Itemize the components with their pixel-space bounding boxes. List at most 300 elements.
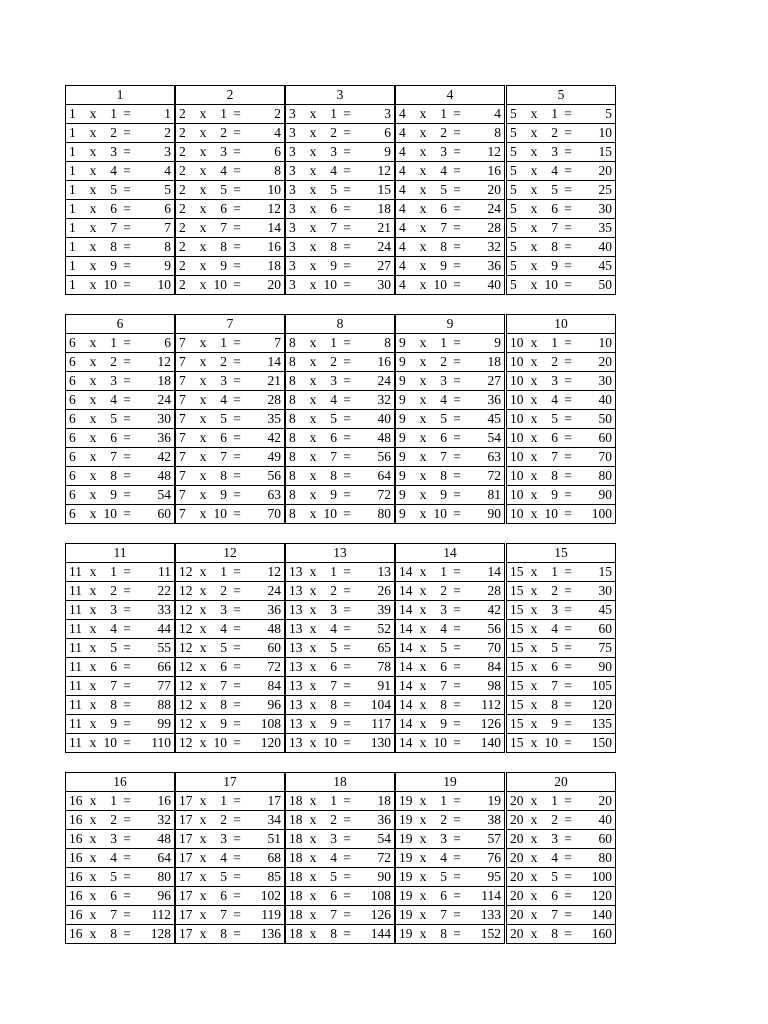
times-sign: x <box>419 468 427 484</box>
equation-cell <box>286 505 395 524</box>
times-sign: x <box>199 659 207 675</box>
times-sign: x <box>309 850 317 866</box>
product: 35 <box>598 220 612 236</box>
table-row <box>66 143 175 162</box>
times-sign: x <box>199 239 207 255</box>
equals-sign: = <box>564 487 572 503</box>
multiplicand: 12 <box>179 716 193 732</box>
table-header-row <box>396 315 505 334</box>
multiplier: 3 <box>440 373 447 389</box>
table-row <box>396 620 505 639</box>
multiplicand: 1 <box>69 258 76 274</box>
times-table-14 <box>395 543 505 753</box>
product: 54 <box>487 430 501 446</box>
table-header-row <box>176 86 285 105</box>
multiplier: 5 <box>220 182 227 198</box>
table-header-row <box>396 773 505 792</box>
table-row <box>286 868 395 887</box>
times-sign: x <box>199 163 207 179</box>
equation-cell <box>176 696 285 715</box>
equation-cell <box>396 391 505 410</box>
times-sign: x <box>199 697 207 713</box>
multiplier: 7 <box>551 220 558 236</box>
multiplier: 5 <box>440 411 447 427</box>
equation-cell <box>286 677 395 696</box>
table-row <box>507 906 616 925</box>
product: 4 <box>164 163 171 179</box>
times-sign: x <box>309 354 317 370</box>
multiplicand: 12 <box>179 602 193 618</box>
table-row <box>176 486 285 505</box>
equation-cell <box>286 620 395 639</box>
times-sign: x <box>419 831 427 847</box>
multiplier: 8 <box>220 926 227 942</box>
equation-cell <box>396 372 505 391</box>
equals-sign: = <box>453 697 461 713</box>
multiplicand: 14 <box>399 716 413 732</box>
equation-cell <box>286 486 395 505</box>
table-row <box>66 448 175 467</box>
multiplicand: 20 <box>510 831 524 847</box>
product: 120 <box>591 888 612 904</box>
equation-cell <box>286 219 395 238</box>
equals-sign: = <box>564 468 572 484</box>
equation <box>399 601 501 619</box>
product: 8 <box>494 125 501 141</box>
equation <box>69 467 171 485</box>
product: 21 <box>377 220 391 236</box>
equals-sign: = <box>123 201 131 217</box>
multiplier: 10 <box>544 506 558 522</box>
table-row <box>66 200 175 219</box>
equals-sign: = <box>453 850 461 866</box>
equals-sign: = <box>343 373 351 389</box>
table-row <box>66 162 175 181</box>
equation-cell <box>66 925 175 944</box>
equals-sign: = <box>123 564 131 580</box>
equals-sign: = <box>453 354 461 370</box>
multiplicand: 10 <box>510 392 524 408</box>
equation-cell <box>507 372 616 391</box>
multiplicand: 5 <box>510 201 517 217</box>
multiplicand: 2 <box>179 239 186 255</box>
equation-cell <box>396 601 505 620</box>
times-sign: x <box>199 220 207 236</box>
equation-cell <box>396 868 505 887</box>
multiplicand: 1 <box>69 277 76 293</box>
multiplier: 9 <box>220 487 227 503</box>
product: 14 <box>267 354 281 370</box>
table-row <box>66 925 175 944</box>
multiplier: 1 <box>440 793 447 809</box>
product: 80 <box>377 506 391 522</box>
multiplier: 10 <box>213 277 227 293</box>
table-row <box>396 601 505 620</box>
equals-sign: = <box>343 487 351 503</box>
table-row <box>66 830 175 849</box>
equation-cell <box>286 334 395 353</box>
multiplicand: 14 <box>399 621 413 637</box>
equation-cell <box>396 925 505 944</box>
equals-sign: = <box>343 678 351 694</box>
times-sign: x <box>530 678 538 694</box>
table-header-row <box>176 544 285 563</box>
multiplier: 7 <box>440 220 447 236</box>
table-row <box>286 792 395 811</box>
equals-sign: = <box>453 602 461 618</box>
equation-cell <box>507 162 616 181</box>
equation <box>399 582 501 600</box>
equals-sign: = <box>453 411 461 427</box>
table-row <box>507 830 616 849</box>
equals-sign: = <box>564 163 572 179</box>
multiplier: 3 <box>330 144 337 160</box>
table-header-row <box>396 86 505 105</box>
multiplicand: 13 <box>289 697 303 713</box>
times-sign: x <box>199 449 207 465</box>
multiplier: 4 <box>330 850 337 866</box>
equation-cell <box>66 124 175 143</box>
equation <box>399 849 501 867</box>
times-sign: x <box>199 678 207 694</box>
multiplier: 4 <box>440 850 447 866</box>
product: 77 <box>157 678 171 694</box>
multiplicand: 4 <box>399 239 406 255</box>
equation <box>69 391 171 409</box>
equation <box>289 792 391 810</box>
table-row <box>286 505 395 524</box>
equation-cell <box>507 658 616 677</box>
table-row <box>66 334 175 353</box>
equation-cell <box>507 868 616 887</box>
multiplicand: 15 <box>510 640 524 656</box>
multiplicand: 10 <box>510 335 524 351</box>
product: 48 <box>157 468 171 484</box>
equals-sign: = <box>453 430 461 446</box>
multiplicand: 7 <box>179 373 186 389</box>
equation <box>510 219 612 237</box>
table-row <box>176 639 285 658</box>
times-sign: x <box>89 468 97 484</box>
times-table-1 <box>65 85 175 295</box>
equation <box>179 162 281 180</box>
times-sign: x <box>419 411 427 427</box>
table-row <box>66 906 175 925</box>
multiplier: 9 <box>440 258 447 274</box>
multiplier: 6 <box>551 201 558 217</box>
times-sign: x <box>309 411 317 427</box>
equation-cell <box>396 830 505 849</box>
equation-cell <box>396 582 505 601</box>
times-sign: x <box>309 735 317 751</box>
multiplicand: 17 <box>179 926 193 942</box>
multiplier: 8 <box>440 697 447 713</box>
product: 48 <box>157 831 171 847</box>
product: 140 <box>480 735 501 751</box>
product: 64 <box>157 850 171 866</box>
equation-cell <box>396 563 505 582</box>
product: 80 <box>598 850 612 866</box>
times-table-16 <box>65 772 175 944</box>
times-sign: x <box>419 735 427 751</box>
multiplier: 5 <box>110 640 117 656</box>
product: 100 <box>591 869 612 885</box>
times-sign: x <box>530 716 538 732</box>
equation <box>179 372 281 390</box>
table-title: 4 <box>396 86 505 105</box>
multiplier: 2 <box>440 812 447 828</box>
table-row <box>66 715 175 734</box>
times-sign: x <box>530 583 538 599</box>
equals-sign: = <box>564 812 572 828</box>
multiplicand: 10 <box>510 449 524 465</box>
times-table-20 <box>506 772 616 944</box>
equation-cell <box>507 486 616 505</box>
multiplier: 8 <box>110 697 117 713</box>
equals-sign: = <box>233 506 241 522</box>
equals-sign: = <box>233 373 241 389</box>
table-row <box>507 105 616 124</box>
equation <box>510 925 612 943</box>
multiplicand: 2 <box>179 201 186 217</box>
multiplicand: 6 <box>69 430 76 446</box>
equals-sign: = <box>233 907 241 923</box>
equation-cell <box>176 334 285 353</box>
table-row <box>507 143 616 162</box>
multiplicand: 8 <box>289 430 296 446</box>
times-sign: x <box>309 583 317 599</box>
equation <box>179 391 281 409</box>
multiplicand: 7 <box>179 468 186 484</box>
table-row <box>396 925 505 944</box>
multiplicand: 1 <box>69 163 76 179</box>
times-sign: x <box>89 201 97 217</box>
equals-sign: = <box>453 621 461 637</box>
times-sign: x <box>309 831 317 847</box>
equation <box>289 219 391 237</box>
multiplicand: 4 <box>399 125 406 141</box>
product: 4 <box>494 106 501 122</box>
equals-sign: = <box>343 392 351 408</box>
product: 16 <box>377 354 391 370</box>
table-row <box>176 811 285 830</box>
times-sign: x <box>309 277 317 293</box>
equation-cell <box>176 563 285 582</box>
product: 6 <box>384 125 391 141</box>
times-sign: x <box>89 487 97 503</box>
product: 108 <box>260 716 281 732</box>
table-row <box>396 467 505 486</box>
equals-sign: = <box>343 602 351 618</box>
equation-cell <box>286 448 395 467</box>
equation-cell <box>66 505 175 524</box>
equals-sign: = <box>564 659 572 675</box>
multiplicand: 16 <box>69 793 83 809</box>
product: 40 <box>598 392 612 408</box>
equals-sign: = <box>453 583 461 599</box>
table-row <box>176 429 285 448</box>
equation-cell <box>396 448 505 467</box>
equation <box>69 448 171 466</box>
multiplier: 2 <box>220 583 227 599</box>
multiplicand: 8 <box>289 354 296 370</box>
equals-sign: = <box>123 716 131 732</box>
multiplier: 7 <box>110 678 117 694</box>
table-row <box>396 658 505 677</box>
product: 68 <box>267 850 281 866</box>
table-row <box>396 429 505 448</box>
equation-cell <box>176 620 285 639</box>
equation-cell <box>176 887 285 906</box>
product: 36 <box>487 258 501 274</box>
multiplicand: 11 <box>69 659 82 675</box>
equation <box>179 257 281 275</box>
times-sign: x <box>89 640 97 656</box>
equation <box>510 620 612 638</box>
equation <box>69 830 171 848</box>
product: 56 <box>487 621 501 637</box>
equals-sign: = <box>453 239 461 255</box>
multiplicand: 8 <box>289 468 296 484</box>
product: 75 <box>598 640 612 656</box>
equals-sign: = <box>453 869 461 885</box>
equals-sign: = <box>233 583 241 599</box>
equation-cell <box>176 601 285 620</box>
multiplicand: 11 <box>69 697 82 713</box>
equation-cell <box>396 486 505 505</box>
multiplier: 6 <box>220 659 227 675</box>
equals-sign: = <box>233 735 241 751</box>
table-row <box>507 219 616 238</box>
product: 52 <box>377 621 391 637</box>
equals-sign: = <box>453 812 461 828</box>
equation <box>179 925 281 943</box>
table-title: 17 <box>176 773 285 792</box>
equation <box>399 734 501 752</box>
table-row <box>286 105 395 124</box>
table-header-row <box>66 773 175 792</box>
table-row <box>396 582 505 601</box>
times-sign: x <box>199 735 207 751</box>
equation <box>179 124 281 142</box>
equation-cell <box>507 677 616 696</box>
product: 60 <box>598 621 612 637</box>
product: 51 <box>267 831 281 847</box>
table-title: 5 <box>507 86 616 105</box>
multiplicand: 3 <box>289 144 296 160</box>
times-sign: x <box>530 163 538 179</box>
multiplier: 3 <box>330 602 337 618</box>
multiplicand: 4 <box>399 258 406 274</box>
multiplicand: 7 <box>179 411 186 427</box>
table-row <box>176 124 285 143</box>
equation-cell <box>176 486 285 505</box>
equation <box>289 620 391 638</box>
multiplicand: 12 <box>179 564 193 580</box>
equation <box>289 830 391 848</box>
equals-sign: = <box>123 812 131 828</box>
table-row <box>66 467 175 486</box>
equation-cell <box>66 677 175 696</box>
table-row <box>396 849 505 868</box>
equals-sign: = <box>123 831 131 847</box>
multiplier: 6 <box>220 888 227 904</box>
equation-cell <box>176 372 285 391</box>
equation-cell <box>66 620 175 639</box>
equation <box>179 677 281 695</box>
multiplier: 2 <box>110 354 117 370</box>
multiplicand: 4 <box>399 144 406 160</box>
multiplicand: 13 <box>289 716 303 732</box>
multiplier: 5 <box>551 411 558 427</box>
equals-sign: = <box>123 220 131 236</box>
table-row <box>507 849 616 868</box>
times-sign: x <box>419 659 427 675</box>
product: 7 <box>164 220 171 236</box>
multiplicand: 14 <box>399 583 413 599</box>
multiplicand: 11 <box>69 621 82 637</box>
equation-cell <box>176 162 285 181</box>
equals-sign: = <box>233 354 241 370</box>
equation <box>179 276 281 294</box>
table-title: 8 <box>286 315 395 334</box>
table-row <box>507 677 616 696</box>
multiplicand: 10 <box>510 487 524 503</box>
equation-cell <box>286 601 395 620</box>
times-sign: x <box>530 430 538 446</box>
table-row <box>507 429 616 448</box>
equation-cell <box>286 868 395 887</box>
table-row <box>176 353 285 372</box>
multiplier: 6 <box>551 659 558 675</box>
multiplicand: 3 <box>289 239 296 255</box>
equation <box>510 811 612 829</box>
equals-sign: = <box>233 831 241 847</box>
equation <box>179 219 281 237</box>
table-header-row <box>286 773 395 792</box>
times-sign: x <box>309 621 317 637</box>
times-sign: x <box>530 125 538 141</box>
equation-cell <box>286 181 395 200</box>
product: 128 <box>150 926 171 942</box>
product: 33 <box>157 602 171 618</box>
equation-cell <box>507 353 616 372</box>
times-table-15 <box>506 543 616 753</box>
product: 60 <box>598 831 612 847</box>
product: 126 <box>370 907 391 923</box>
multiplier: 6 <box>330 659 337 675</box>
multiplier: 5 <box>330 182 337 198</box>
equation <box>69 429 171 447</box>
table-row <box>286 830 395 849</box>
product: 36 <box>157 430 171 446</box>
equals-sign: = <box>233 239 241 255</box>
times-sign: x <box>309 468 317 484</box>
multiplicand: 13 <box>289 602 303 618</box>
multiplier: 10 <box>103 277 117 293</box>
equation <box>69 372 171 390</box>
multiplicand: 16 <box>69 831 83 847</box>
equals-sign: = <box>123 373 131 389</box>
multiplicand: 13 <box>289 583 303 599</box>
multiplicand: 11 <box>69 640 82 656</box>
times-sign: x <box>89 430 97 446</box>
equation-cell <box>66 601 175 620</box>
multiplier: 8 <box>220 697 227 713</box>
table-row <box>507 467 616 486</box>
multiplicand: 13 <box>289 735 303 751</box>
multiplier: 8 <box>220 468 227 484</box>
